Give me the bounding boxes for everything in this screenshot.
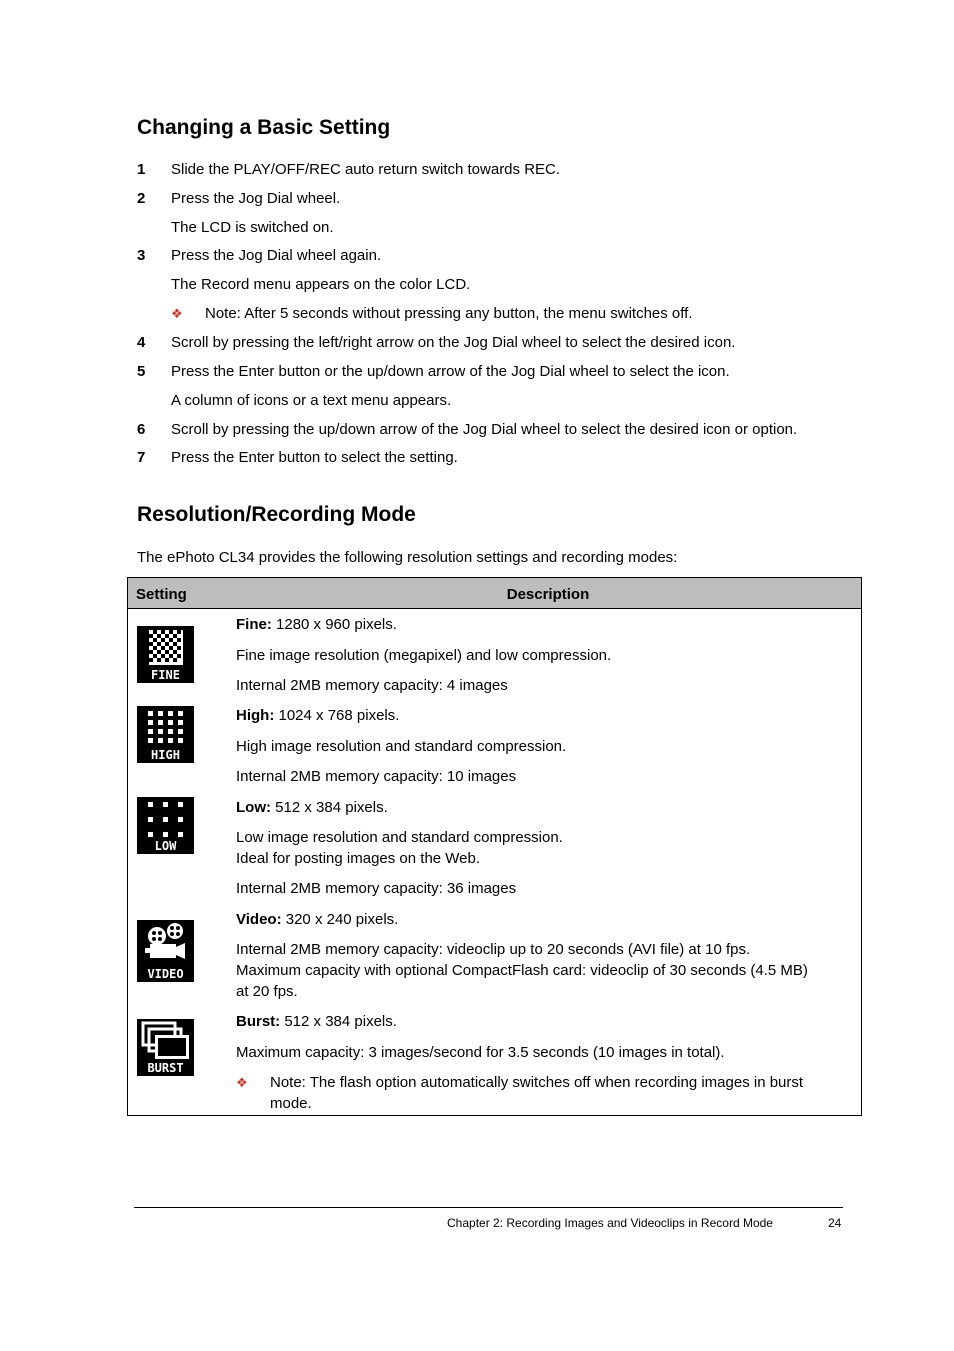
video-internal-capacity: Internal 2MB memory capacity: videoclip up to 20 seconds (AVI file) at 10 fps. bbox=[236, 941, 751, 958]
note-text: Note: The flash option automatically switches off when recording images in burst bbox=[270, 1074, 804, 1091]
step-text: Press the Enter button to select the setting. bbox=[171, 449, 458, 466]
step-text: Slide the PLAY/OFF/REC auto return switch towards REC. bbox=[171, 161, 561, 178]
step-text: Scroll by pressing the up/down arrow of the Jog Dial wheel to select the desired icon or option. bbox=[171, 421, 798, 438]
resolution-table bbox=[127, 577, 862, 1116]
column-header-description: Description bbox=[506, 586, 590, 603]
note-bullet-icon: ❖ bbox=[171, 306, 183, 321]
column-header-setting: Setting bbox=[136, 586, 187, 603]
step-number: 1 bbox=[137, 161, 146, 178]
step-5-result: A column of icons or a text menu appears. bbox=[171, 392, 452, 409]
step-3-result: The Record menu appears on the color LCD. bbox=[171, 276, 471, 293]
setting-name: Low: bbox=[236, 799, 271, 816]
setting-spec: 512 x 384 pixels. bbox=[280, 1013, 397, 1030]
fine-description: Fine image resolution (megapixel) and low compression. bbox=[236, 647, 612, 664]
high-icon bbox=[137, 706, 194, 763]
step-3-note bbox=[171, 305, 693, 323]
video-max-capacity-cont: at 20 fps. bbox=[236, 983, 298, 1000]
low-spec bbox=[236, 797, 388, 818]
icon-label: HIGH bbox=[151, 748, 180, 762]
burst-note-cont: mode. bbox=[270, 1095, 312, 1112]
table-header bbox=[128, 578, 861, 609]
high-capacity: Internal 2MB memory capacity: 10 images bbox=[236, 768, 517, 785]
burst-icon bbox=[137, 1019, 194, 1076]
icon-label: LOW bbox=[154, 839, 177, 853]
step-number: 7 bbox=[137, 449, 146, 466]
setting-name: Fine: bbox=[236, 616, 272, 633]
icon-label: BURST bbox=[147, 1061, 184, 1075]
fine-spec bbox=[236, 614, 397, 635]
section-title-changing-basic-setting: Changing a Basic Setting bbox=[137, 116, 391, 139]
video-spec bbox=[236, 909, 398, 930]
low-icon bbox=[137, 797, 194, 854]
icon-label: VIDEO bbox=[147, 967, 184, 981]
video-max-capacity: Maximum capacity with optional CompactFlash card: videoclip of 30 seconds (4.5 MB) bbox=[236, 962, 808, 979]
note-text: Note: After 5 seconds without pressing any button, the menu switches off. bbox=[205, 305, 693, 322]
footer-rule bbox=[134, 1207, 843, 1208]
high-spec bbox=[236, 705, 399, 726]
fine-icon bbox=[137, 626, 194, 683]
low-description-web: Ideal for posting images on the Web. bbox=[236, 850, 481, 867]
step-number: 2 bbox=[137, 190, 146, 207]
step-text: Press the Jog Dial wheel. bbox=[171, 190, 341, 207]
setting-spec: 1280 x 960 pixels. bbox=[271, 616, 397, 633]
section-title-resolution-recording-mode: Resolution/Recording Mode bbox=[137, 503, 416, 526]
section-intro: The ePhoto CL34 provides the following resolution settings and recording modes: bbox=[137, 549, 678, 566]
step-number: 4 bbox=[137, 334, 146, 351]
step-number: 6 bbox=[137, 421, 146, 438]
step-number: 3 bbox=[137, 247, 146, 264]
fine-capacity: Internal 2MB memory capacity: 4 images bbox=[236, 677, 508, 694]
icon-label: FINE bbox=[151, 668, 180, 682]
setting-spec: 320 x 240 pixels. bbox=[281, 911, 399, 928]
setting-name: High: bbox=[236, 707, 275, 724]
footer-chapter: Chapter 2: Recording Images and Videoclips in Record Mode bbox=[447, 1216, 773, 1230]
note-bullet-icon: ❖ bbox=[236, 1075, 248, 1090]
setting-spec: 512 x 384 pixels. bbox=[271, 799, 388, 816]
setting-spec: 1024 x 768 pixels. bbox=[274, 707, 400, 724]
video-icon bbox=[137, 920, 194, 982]
setting-name: Burst: bbox=[236, 1013, 281, 1030]
page-number: 24 bbox=[828, 1216, 842, 1230]
step-text: Press the Enter button or the up/down arrow of the Jog Dial wheel to select the icon. bbox=[171, 363, 730, 380]
low-capacity: Internal 2MB memory capacity: 36 images bbox=[236, 880, 517, 897]
step-number: 5 bbox=[137, 363, 146, 380]
setting-name: Video: bbox=[236, 911, 282, 928]
burst-capacity: Maximum capacity: 3 images/second for 3.5 seconds (10 images in total). bbox=[236, 1044, 725, 1061]
burst-note bbox=[236, 1072, 803, 1093]
low-description: Low image resolution and standard compression. bbox=[236, 829, 563, 846]
high-description: High image resolution and standard compression. bbox=[236, 738, 567, 755]
burst-spec bbox=[236, 1011, 397, 1032]
step-text: Scroll by pressing the left/right arrow on the Jog Dial wheel to select the desired icon. bbox=[171, 334, 736, 351]
step-2-result: The LCD is switched on. bbox=[171, 219, 334, 236]
step-text: Press the Jog Dial wheel again. bbox=[171, 247, 382, 264]
